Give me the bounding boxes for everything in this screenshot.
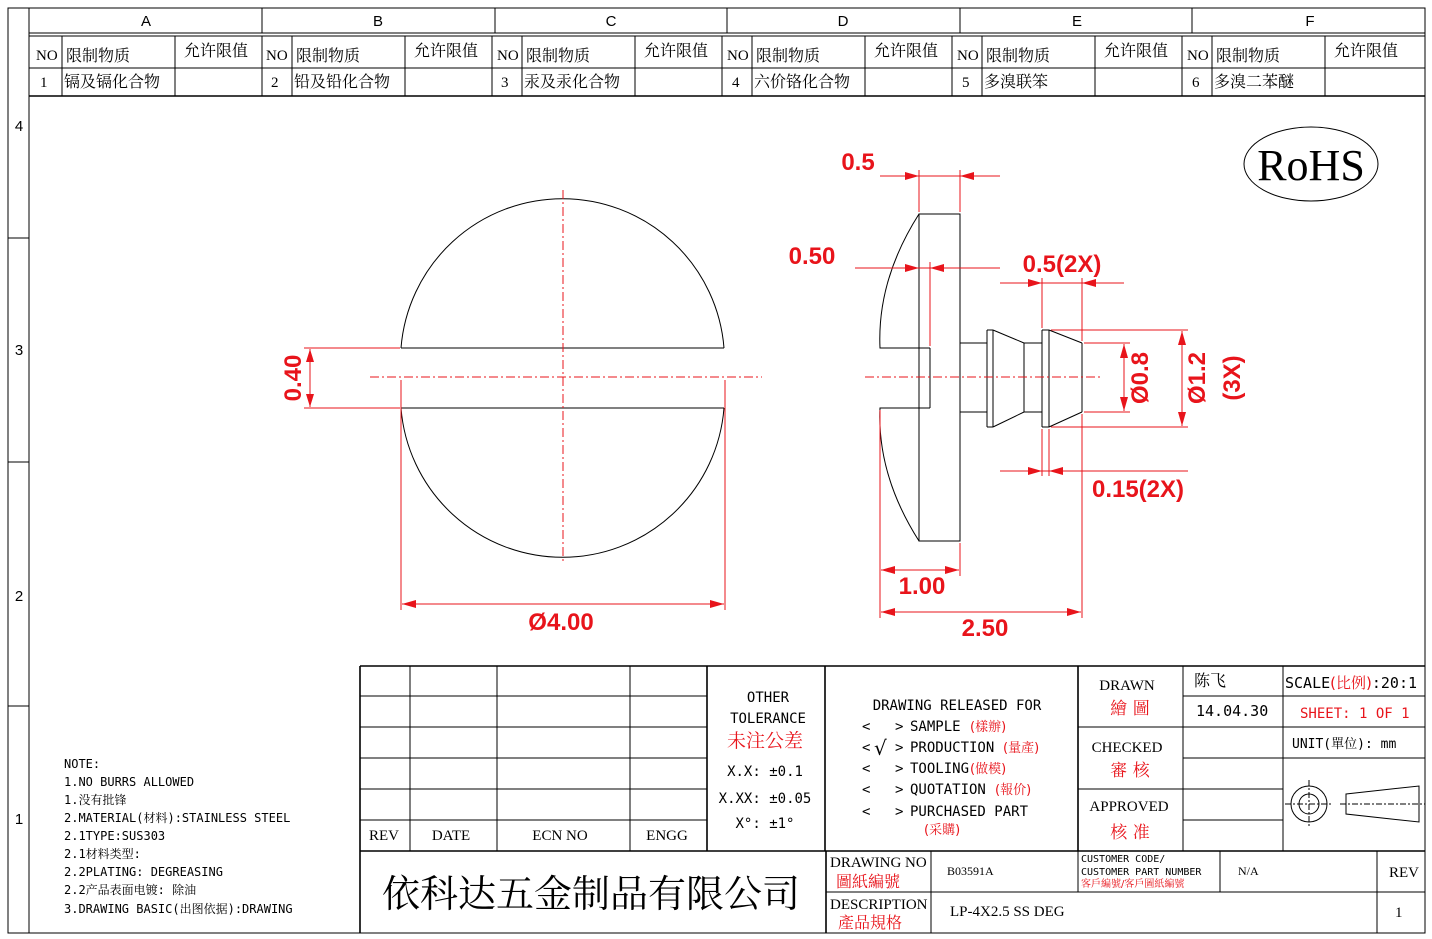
scale-value: :20:1: [1371, 674, 1418, 692]
release-bracket-open: <: [862, 761, 871, 777]
substance-name: 镉及镉化合物: [64, 72, 161, 91]
note-line: 2.MATERIAL(材料):STAINLESS STEEL: [64, 811, 291, 825]
table-header-no: NO: [957, 48, 979, 64]
dim-head-diameter: Ø4.00: [528, 609, 594, 636]
table-header-substance: 限制物质: [526, 46, 591, 65]
customer-code-label: CUSTOMER CODE/: [1081, 854, 1166, 865]
release-bracket-open: <: [862, 719, 871, 735]
drawn-by: 陈飞: [1194, 671, 1227, 690]
table-header-limit: 允许限值: [644, 41, 709, 60]
table-header-limit: 允许限值: [414, 41, 479, 60]
dim-head-thickness: 0.5: [841, 149, 875, 176]
sheet-number: SHEET: 1 OF 1: [1300, 706, 1410, 722]
rohs-text: RoHS: [1257, 141, 1365, 190]
release-bracket-close: >: [895, 804, 904, 820]
projection-symbol-icon: [1285, 780, 1425, 828]
drawn-label-cn: 繪 圖: [1110, 699, 1150, 719]
customer-code-label-cn: 客戶編號/客戶圖紙編號: [1081, 879, 1185, 890]
drawn-date: 14.04.30: [1196, 702, 1269, 720]
zone-column-label: F: [1305, 13, 1315, 30]
zone-row-label: 2: [14, 588, 24, 605]
substance-name: 多溴二苯醚: [1214, 72, 1295, 91]
dim-large-diameter: Ø1.2: [1184, 351, 1211, 405]
release-bracket-close: >: [895, 782, 904, 798]
dim-flange-land: 0.15(2X): [1091, 476, 1185, 503]
table-header-no: NO: [1187, 48, 1209, 64]
zone-column-label: A: [140, 13, 152, 30]
table-header-no: NO: [727, 48, 749, 64]
engg-column-header: ENGG: [646, 828, 688, 844]
drawing-number: B03591A: [947, 864, 994, 878]
release-option-production: PRODUCTION: [910, 740, 995, 756]
release-option-quotation-cn: (報价): [995, 783, 1032, 798]
release-title: DRAWING RELEASED FOR: [872, 698, 1042, 714]
table-header-substance: 限制物质: [66, 46, 131, 65]
unit-value: ): mm: [1357, 737, 1397, 752]
table-header-substance: 限制物质: [986, 46, 1051, 65]
release-option-tooling: TOOLING: [910, 761, 970, 777]
drawn-label: DRAWN: [1099, 678, 1155, 694]
description-label-cn: 產品規格: [838, 913, 903, 932]
substance-no: 6: [1192, 75, 1200, 91]
customer-code-label: CUSTOMER PART NUMBER: [1081, 867, 1202, 878]
note-line: 1.没有批锋: [64, 793, 127, 807]
table-header-no: NO: [36, 48, 58, 64]
substance-no: 1: [40, 75, 48, 91]
note-line: 2.1材料类型:: [64, 847, 141, 861]
release-bracket-close: >: [895, 740, 904, 756]
approved-label: APPROVED: [1089, 799, 1169, 815]
release-bracket-open: <: [862, 804, 871, 820]
rev-value: 1: [1395, 905, 1403, 921]
table-header-limit: 允许限值: [1104, 41, 1169, 60]
scale-label-cn: (比例): [1330, 674, 1372, 692]
rohs-mark: [1244, 127, 1378, 201]
side-view: [789, 149, 1246, 642]
zone-row-label: 1: [14, 811, 24, 828]
customer-code-value: N/A: [1238, 864, 1259, 878]
substance-table: [29, 36, 1425, 96]
date-column-header: DATE: [431, 828, 471, 844]
zone-column-label: D: [837, 13, 849, 30]
release-option-purchased-cn: (采購): [924, 823, 961, 838]
tolerance-title: TOLERANCE: [730, 711, 806, 727]
rev-label: REV: [1389, 865, 1419, 881]
note-line: NOTE:: [64, 757, 101, 771]
substance-no: 4: [732, 75, 740, 91]
dim-slot-width: 0.40: [280, 354, 307, 402]
tolerance-one-decimal: X.X: ±0.1: [727, 764, 803, 780]
dim-slot-depth: 0.50: [788, 243, 836, 270]
dim-large-diameter-qty: (3X): [1219, 355, 1246, 401]
release-options: [862, 719, 1039, 838]
title-block: [360, 666, 1425, 933]
description-value: LP-4X2.5 SS DEG: [950, 904, 1065, 920]
table-header-substance: 限制物质: [296, 46, 361, 65]
release-bracket-close: >: [895, 719, 904, 735]
table-header-no: NO: [497, 48, 519, 64]
table-header-no: NO: [266, 48, 288, 64]
substance-name: 多溴联笨: [984, 72, 1049, 91]
release-option-sample-cn: (樣辦): [970, 720, 1007, 735]
release-bracket-open: <: [862, 782, 871, 798]
substance-no: 5: [962, 75, 970, 91]
note-line: 2.1TYPE:SUS303: [64, 829, 166, 843]
description-label: DESCRIPTION: [830, 897, 928, 913]
table-header-substance: 限制物质: [1216, 46, 1281, 65]
release-option-production-cn: (量產): [1003, 741, 1040, 756]
tolerance-angle: X°: ±1°: [735, 816, 795, 832]
check-mark-icon: √: [874, 736, 887, 760]
tolerance-title-cn: 未注公差: [726, 730, 804, 752]
substance-no: 3: [501, 75, 509, 91]
zone-column-label: B: [372, 13, 384, 30]
scale-label-group: [1285, 674, 1417, 692]
dim-head-height: 1.00: [898, 573, 946, 600]
checked-label-cn: 審 核: [1110, 761, 1150, 781]
table-header-limit: 允许限值: [874, 41, 939, 60]
release-option-sample: SAMPLE: [910, 719, 961, 735]
note-line: 2.2PLATING: DEGREASING: [64, 865, 223, 879]
release-option-purchased: PURCHASED PART: [910, 804, 1029, 820]
notes: [64, 757, 293, 916]
substance-no: 2: [271, 75, 279, 91]
substance-name: 六价铬化合物: [754, 72, 851, 91]
tolerance-two-decimal: X.XX: ±0.05: [718, 791, 812, 807]
substance-name: 汞及汞化合物: [524, 72, 621, 91]
drawing-no-label-cn: 圖紙編號: [836, 872, 901, 891]
note-line: 2.2产品表面电镀: 除油: [64, 883, 197, 897]
zone-row-label: 4: [14, 118, 24, 135]
tolerance-title: OTHER: [746, 690, 790, 706]
checked-label: CHECKED: [1091, 740, 1163, 756]
zone-row-label: 3: [14, 342, 24, 359]
dim-flange-pitch: 0.5(2X): [1022, 251, 1102, 278]
approved-label-cn: 核 准: [1110, 823, 1150, 843]
substance-name: 铅及铅化合物: [294, 72, 391, 91]
unit-label-cn: 單位: [1331, 737, 1358, 752]
release-option-tooling-cn: (做模): [970, 762, 1007, 777]
zone-column-label: E: [1071, 13, 1083, 30]
drawing-no-label: DRAWING NO: [830, 855, 927, 871]
release-option-quotation: QUOTATION: [910, 782, 986, 798]
zone-column-label: C: [605, 13, 617, 30]
dim-overall-length: 2.50: [961, 615, 1009, 642]
release-bracket-open: <: [862, 740, 871, 756]
front-view: [280, 190, 762, 636]
table-header-limit: 允许限值: [1334, 41, 1399, 60]
dim-small-diameter: Ø0.8: [1127, 351, 1154, 405]
note-line: 1.NO BURRS ALLOWED: [64, 775, 195, 789]
note-line: 3.DRAWING BASIC(出图依据):DRAWING: [64, 902, 293, 916]
rev-column-header: REV: [369, 828, 399, 844]
table-header-substance: 限制物质: [756, 46, 821, 65]
scale-label: SCALE: [1285, 674, 1331, 692]
release-bracket-close: >: [895, 761, 904, 777]
unit-group: [1292, 737, 1396, 752]
drawing-border: [8, 8, 1425, 933]
unit-label: UNIT(: [1292, 737, 1332, 752]
ecn-column-header: ECN NO: [532, 828, 588, 844]
table-header-limit: 允许限值: [184, 41, 249, 60]
company-name: 依科达五金制品有限公司: [381, 872, 801, 916]
